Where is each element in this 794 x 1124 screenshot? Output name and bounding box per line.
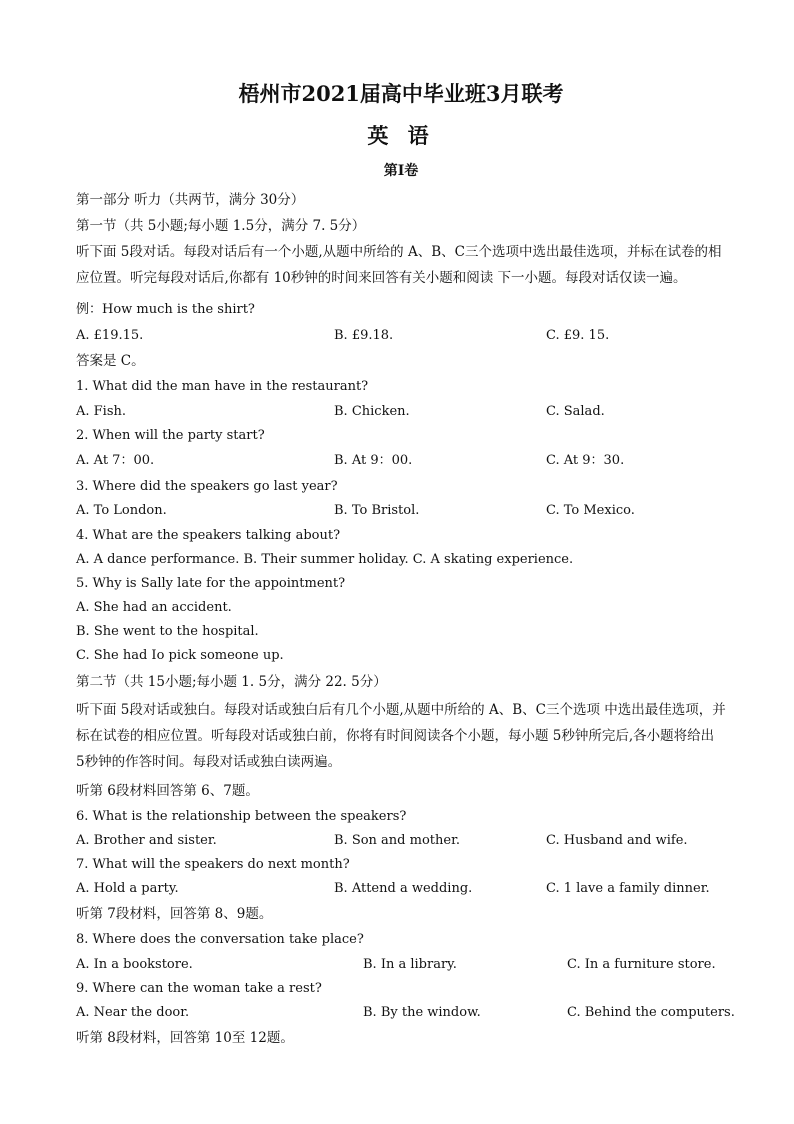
q6-option-b: B. Son and mother. [334, 833, 460, 848]
question-8: 8. Where does the conversation take place? [76, 932, 364, 947]
q9-option-c: C. Behind the computers. [567, 1005, 735, 1020]
q1-option-a: A. Fish. [76, 404, 127, 419]
material6-intro: 听第 6段材料回答第 6、7题。 [76, 783, 259, 799]
q7-option-a: A. Hold a party. [76, 881, 179, 896]
q5-option-c: C. She had Io pick someone up. [76, 648, 284, 663]
q6-option-a: A. Brother and sister. [76, 833, 217, 848]
part1-heading: 第一部分 听力（共两节，满分 30分） [76, 192, 305, 208]
question-3: 3. Where did the speakers go last year? [76, 479, 338, 494]
example-option-c: C. £9. 15. [546, 328, 610, 343]
section2-heading: 第二节（共 15小题;每小题 1. 5分，满分 22. 5分） [76, 674, 387, 690]
q6-option-c: C. Husband and wife. [546, 833, 688, 848]
question-4: 4. What are the speakers talking about? [76, 528, 341, 543]
section1-heading: 第一节（共 5小题;每小题 1.5分，满分 7. 5分） [76, 218, 366, 234]
q7-option-b: B. Attend a wedding. [334, 881, 473, 896]
q2-option-a: A. At 7：00. [76, 453, 155, 468]
volume-label: 第Ⅰ卷 [383, 163, 419, 179]
section1-instructions: 听下面 5段对话。每段对话后有一个小题,从题中所给的 A、B、C三个选项中选出最佳选项，并标在试卷的相应位置。听完每段对话后,你都有 10秒钟的时间来回答有关小题和阅读 下一小题。每段对话仅读一遍。 [76, 244, 722, 286]
q3-option-a: A. To London. [76, 503, 167, 518]
q3-option-c: C. To Mexico. [546, 503, 635, 518]
material7-intro: 听第 7段材料，回答第 8、9题。 [76, 906, 273, 922]
example-question: 例：How much is the shirt? [76, 302, 255, 317]
q8-option-b: B. In a library. [363, 957, 457, 972]
question-6: 6. What is the relationship between the speakers? [76, 809, 407, 824]
q2-option-c: C. At 9：30. [546, 453, 625, 468]
q8-option-c: C. In a furniture store. [567, 957, 716, 972]
material8-intro: 听第 8段材料，回答第 10至 12题。 [76, 1030, 294, 1046]
example-answer: 答案是 C。 [76, 353, 145, 369]
question-2: 2. When will the party start? [76, 428, 265, 443]
question-9: 9. Where can the woman take a rest? [76, 981, 322, 996]
q9-option-b: B. By the window. [363, 1005, 481, 1020]
exam-title: 梧州市2021届高中毕业班3月联考 [238, 81, 564, 106]
q1-option-c: C. Salad. [546, 404, 605, 419]
q7-option-c: C. 1 lave a family dinner. [546, 881, 710, 896]
q1-option-b: B. Chicken. [334, 404, 410, 419]
question-1: 1. What did the man have in the restaurant? [76, 379, 369, 394]
example-option-b: B. £9.18. [334, 328, 394, 343]
q8-option-a: A. In a bookstore. [76, 957, 193, 972]
q4-options: A. A dance performance. B. Their summer holiday. C. A skating experience. [76, 552, 574, 567]
q3-option-b: B. To Bristol. [334, 503, 420, 518]
q5-option-a: A. She had an accident. [76, 600, 232, 615]
example-option-a: A. £19.15. [76, 328, 144, 343]
section2-instructions: 听下面 5段对话或独白。每段对话或独白后有几个小题,从题中所给的 A、B、C三个选项 中选出最佳选项，并标在试卷的相应位置。听每段对话或独白前，你将有时间阅读各个小题，每小题 5秒钟所完后,各小题将给出 5秒钟的作答时间。每段对话或独白读两遍。 [76, 702, 726, 770]
q2-option-b: B. At 9：00. [334, 453, 413, 468]
q5-option-b: B. She went to the hospital. [76, 624, 259, 639]
q9-option-a: A. Near the door. [76, 1005, 190, 1020]
question-7: 7. What will the speakers do next month? [76, 857, 350, 872]
subject-title: 英 语 [367, 123, 435, 148]
question-5: 5. Why is Sally late for the appointment? [76, 576, 346, 591]
